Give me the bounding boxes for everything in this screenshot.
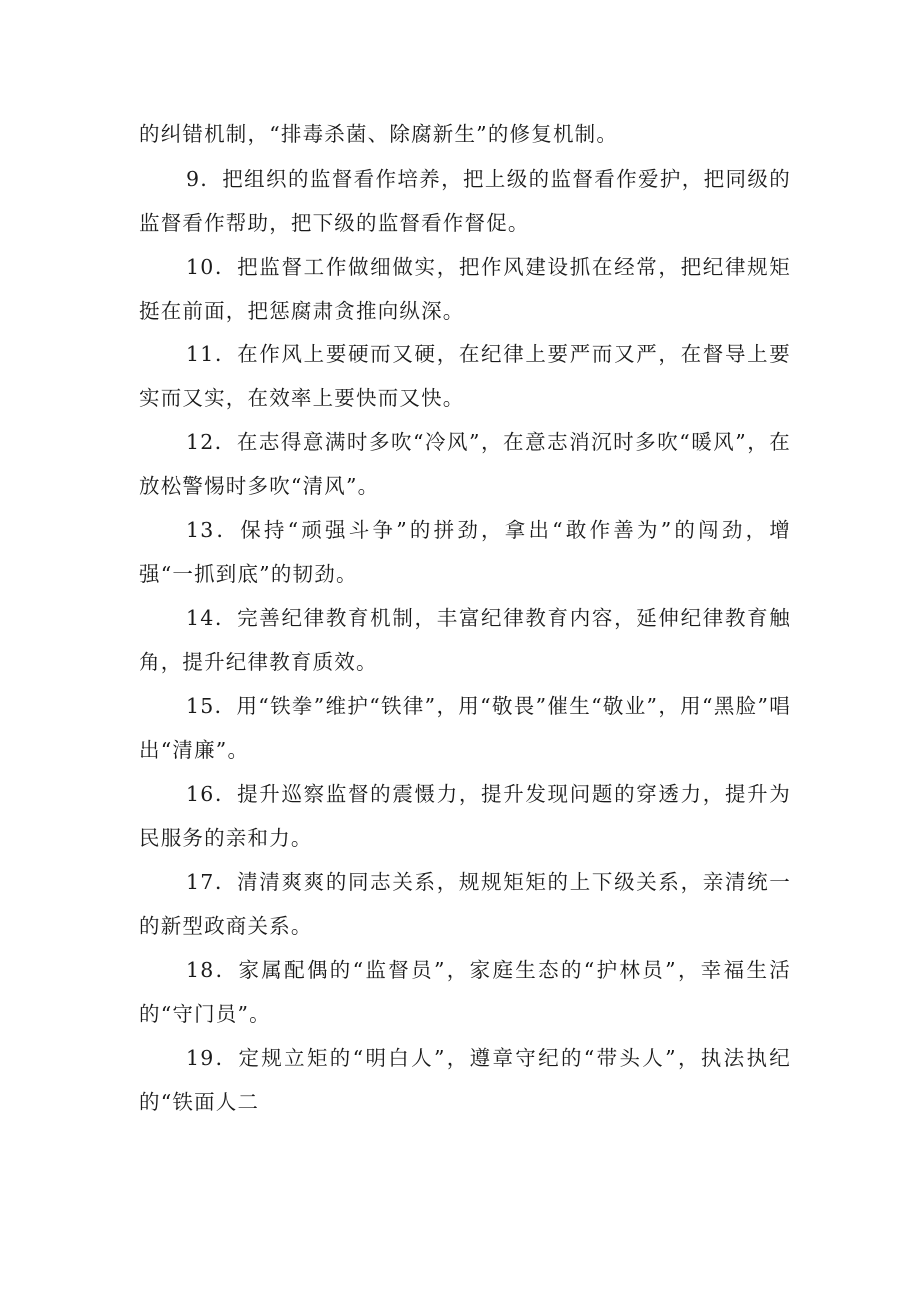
paragraph-item-19: 19．定规立矩的“明白人”，遵章守纪的“带头人”，执法执纪的“铁面人二	[139, 1046, 791, 1114]
paragraph-continuation: 的纠错机制，“排毒杀菌、除腐新生”的修复机制。	[139, 122, 619, 146]
paragraph-item-10: 10．把监督工作做细做实，把作风建设抓在经常，把纪律规矩挺在前面，把惩腐肃贪推向纵深。	[139, 255, 791, 323]
paragraph-item-16: 16．提升巡察监督的震慑力，提升发现问题的穿透力，提升为民服务的亲和力。	[139, 782, 791, 850]
paragraph-item-13: 13．保持“顽强斗争”的拼劲，拿出“敢作善为”的闯劲，增强“一抓到底”的韧劲。	[139, 518, 791, 586]
paragraph-item-11: 11．在作风上要硬而又硬，在纪律上要严而又严，在督导上要实而又实，在效率上要快而又快。	[139, 342, 791, 410]
paragraph-item-9: 9．把组织的监督看作培养，把上级的监督看作爱护，把同级的监督看作帮助，把下级的监督看作督促。	[139, 167, 791, 235]
paragraph-item-17: 17．清清爽爽的同志关系，规规矩矩的上下级关系，亲清统一的新型政商关系。	[139, 870, 791, 938]
paragraph-item-15: 15．用“铁拳”维护“铁律”，用“敬畏”催生“敬业”，用“黑脸”唱出“清廉”。	[139, 694, 791, 762]
paragraph-item-12: 12．在志得意满时多吹“冷风”，在意志消沉时多吹“暖风”，在放松警惕时多吹“清风”。	[139, 430, 791, 498]
paragraph-item-18: 18．家属配偶的“监督员”，家庭生态的“护林员”，幸福生活的“守门员”。	[139, 958, 791, 1026]
paragraph-item-14: 14．完善纪律教育机制，丰富纪律教育内容，延伸纪律教育触角，提升纪律教育质效。	[139, 606, 791, 674]
